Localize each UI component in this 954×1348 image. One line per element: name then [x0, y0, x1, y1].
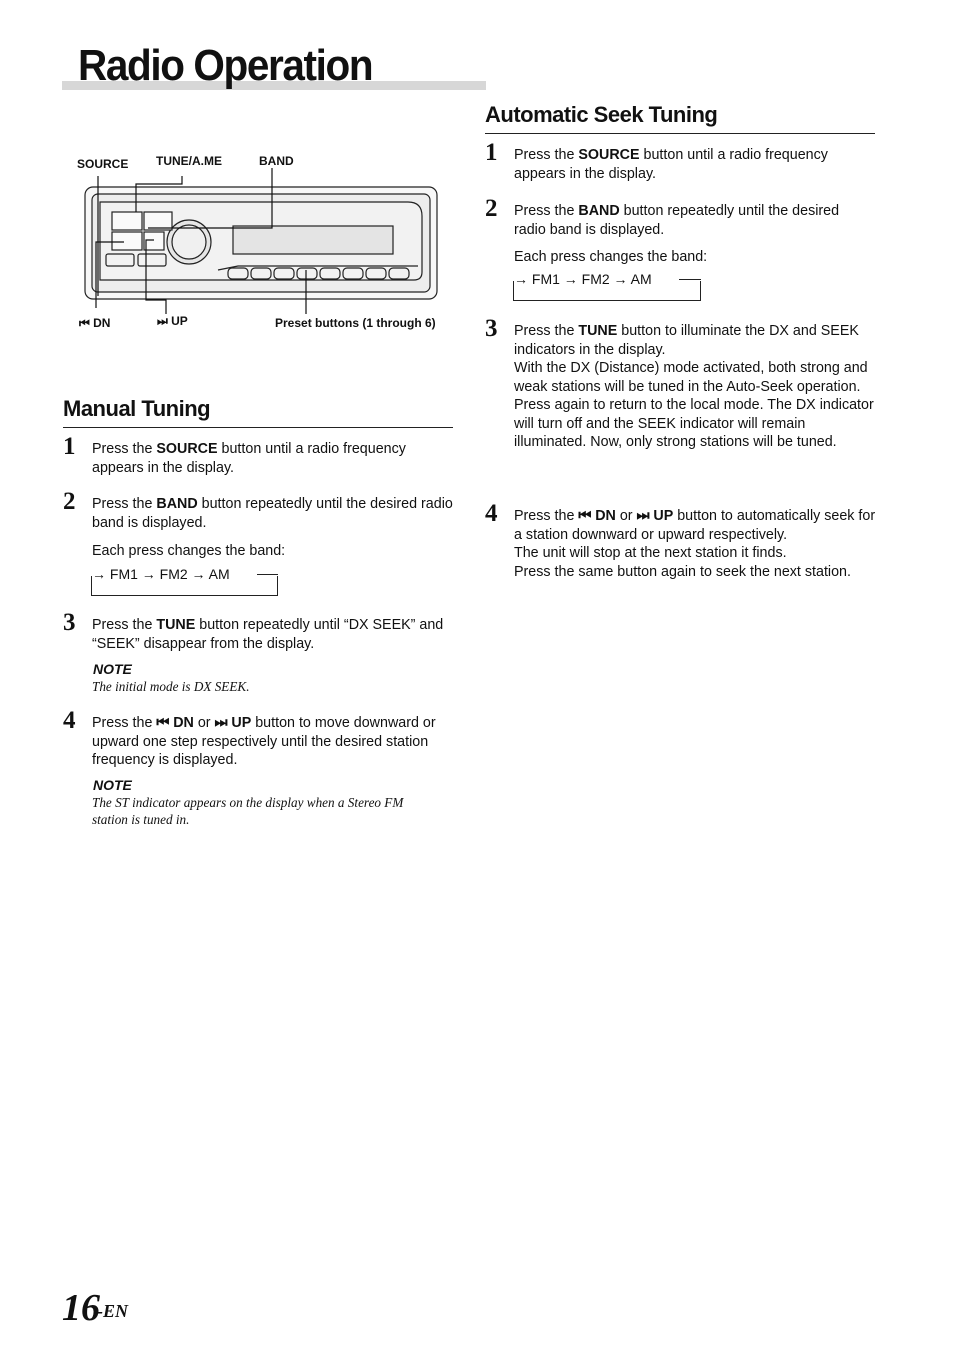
note-heading: NOTE — [93, 777, 132, 793]
band-cycle-diagram — [91, 566, 278, 596]
manual-step-4: 4 Press the ⏮ DN or ⏭ UP button to move downward or upward one step respectively until the desired station frequency is displayed. — [63, 707, 436, 768]
step-number: 4 — [63, 707, 76, 734]
step-number: 3 — [63, 609, 76, 636]
band-cycle-intro: Each press changes the band: — [514, 249, 708, 265]
label-source: SOURCE — [77, 157, 129, 171]
note-text: The ST indicator appears on the display when a Stereo FM station is tuned in. — [92, 795, 404, 827]
step-number: 3 — [485, 315, 498, 342]
step-number: 4 — [485, 500, 498, 527]
auto-step-4: 4 Press the ⏮ DN or ⏭ UP button to automatically seek for a station downward or upward respectively. The unit will stop at the next station it finds. Press the same button again to seek the next station. — [485, 500, 876, 580]
page-title: Radio Operation — [78, 41, 373, 90]
manual-step-1: 1 Press the SOURCE button until a radio frequency appears in the display. — [63, 433, 406, 476]
label-dn: ⏮ DN — [79, 316, 111, 330]
step-number: 2 — [485, 195, 498, 222]
auto-step-2: 2 Press the BAND button repeatedly until the desired radio band is displayed. Each press changes the band: — [514, 202, 874, 267]
step-number: 1 — [485, 139, 498, 166]
note-text: The initial mode is DX SEEK. — [92, 679, 250, 694]
manual-step-3: 3 Press the TUNE button repeatedly until “DX SEEK” and “SEEK” disappear from the display. — [63, 609, 444, 652]
band-cycle-return-line — [679, 279, 701, 280]
note-heading: NOTE — [93, 661, 132, 677]
band-cycle-text: → FM1 → FM2 → AM — [92, 565, 236, 583]
band-cycle-diagram — [513, 271, 701, 301]
auto-step-3: 3 Press the TUNE button to illuminate the DX and SEEK indicators in the display. With the DX (Distance) mode activated, both strong and weak stations will be tuned in the Auto-Seek operation. Press again to return to the local mode. The DX indicator will turn off and the SEEK indicator will remain illuminated. Now, only strong stations will be tuned. — [485, 315, 874, 450]
auto-step-1: 1 Press the SOURCE button until a radio frequency appears in the display. — [485, 139, 828, 182]
step-number: 1 — [63, 433, 76, 460]
band-cycle-intro: Each press changes the band: — [92, 543, 286, 559]
radio-faceplate-illustration — [78, 168, 448, 316]
label-preset: Preset buttons (1 through 6) — [275, 316, 436, 330]
manual-step-2: 2 Press the BAND button repeatedly until the desired radio band is displayed. Each press changes the band: — [63, 488, 453, 559]
band-cycle-return-line — [257, 574, 278, 575]
step-number: 2 — [63, 488, 76, 515]
auto-seek-heading: Automatic Seek Tuning — [485, 104, 875, 134]
page-number: 16 — [62, 1287, 100, 1329]
label-up: ⏭ UP — [157, 314, 188, 328]
label-band: BAND — [259, 154, 294, 168]
manual-tuning-heading: Manual Tuning — [63, 398, 453, 428]
label-tune-ame: TUNE/A.ME — [156, 154, 222, 168]
band-cycle-text: → FM1 → FM2 → AM — [514, 270, 658, 288]
page-number-suffix: -EN — [97, 1301, 128, 1321]
